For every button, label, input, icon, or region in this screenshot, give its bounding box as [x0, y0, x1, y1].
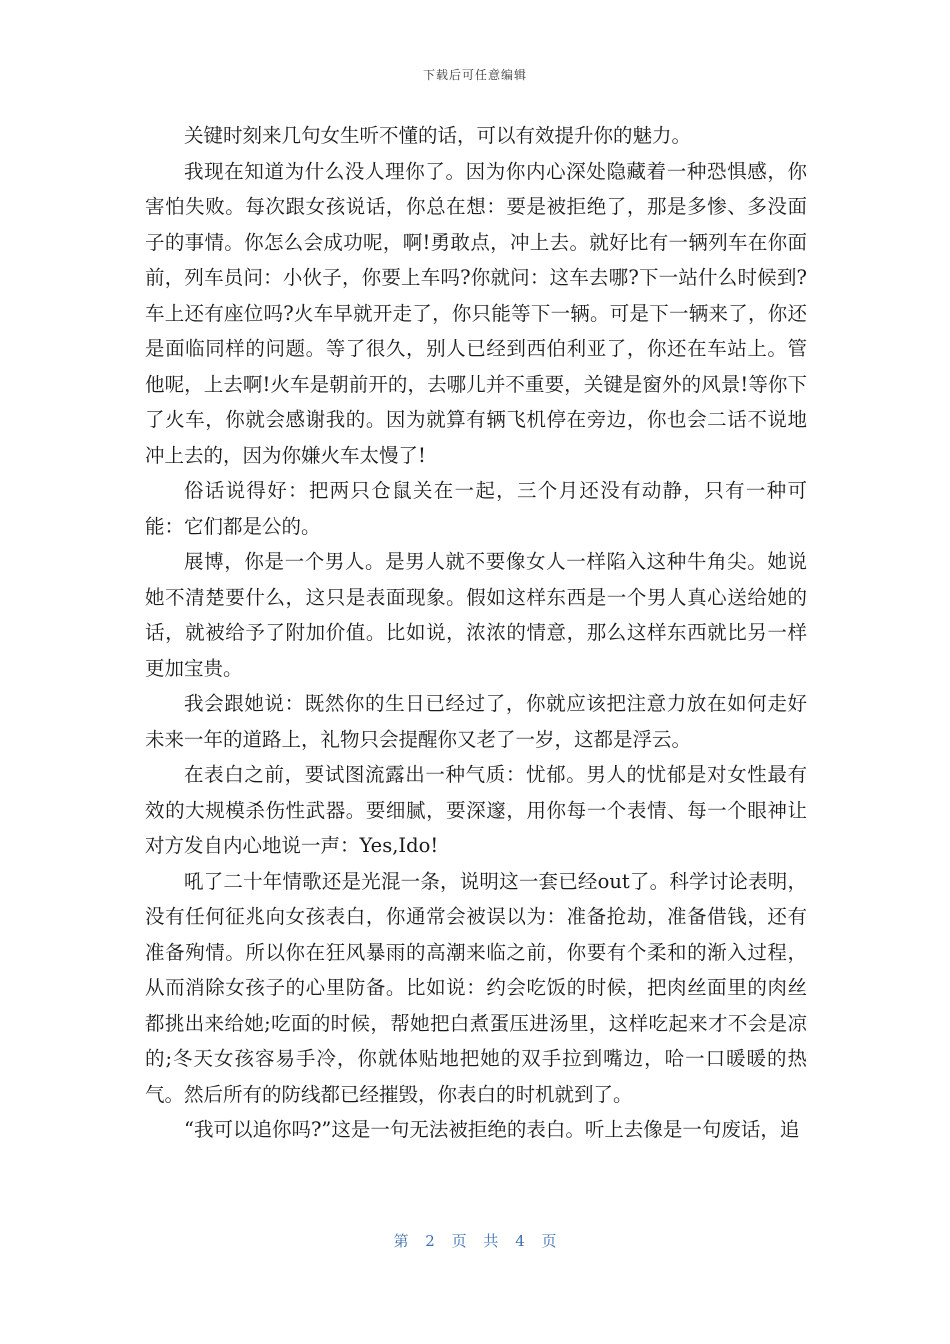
paragraph-7: 吼了二十年情歌还是光混一条，说明这一套已经out了。科学讨论表明，没有任何征兆向女孩表白，你通常会被误以为：准备抢劫，准备借钱，还有准备殉情。所以你在狂风暴雨的高潮来临之前，你要有个柔和的渐入过程，从而消除女孩子的心里防备。比如说：约会吃饭的时候，把肉丝面里的肉丝都挑出来给她;吃面的时候，帮她把白煮蛋压进汤里，这样吃起来才不会是凉的;冬天女孩容易手冷，你就体贴地把她的双手拉到嘴边，哈一口暖暖的热气。然后所有的防线都已经摧毁，你表白的时机就到了。: [145, 869, 807, 1106]
paragraph-1: 关键时刻来几句女生听不懂的话，可以有效提升你的魅力。: [184, 124, 692, 147]
page-header: 下载后可任意编辑: [422, 68, 527, 82]
footer-di: 第: [393, 1232, 409, 1250]
footer-total-pages: 4: [515, 1232, 525, 1250]
paragraph-2: 我现在知道为什么没人理你了。因为你内心深处隐藏着一种恐惧感，你害怕失败。每次跟女孩说话，你总在想：要是被拒绝了，那是多惨、多没面子的事情。你怎么会成功呢，啊!勇敢点，冲上去。就好比有一辆列车在你面前，列车员问：小伙子，你要上车吗?你就问：这车去哪?下一站什么时候到?车上还有座位吗?火车早就开走了，你只能等下一辆。可是下一辆来了，你还是面临同样的问题。等了很久，别人已经到西伯利亚了，你还在车站上。管他呢，上去啊!火车是朝前开的，去哪儿并不重要，关键是窗外的风景!等你下了火车，你就会感谢我的。因为就算有辆飞机停在旁边，你也会二话不说地冲上去的，因为你嫌火车太慢了!: [145, 159, 807, 467]
footer-page-number: 2: [425, 1232, 435, 1250]
footer-gong: 共: [483, 1232, 499, 1250]
page-footer: [0, 1230, 950, 1251]
paragraph-6: 在表白之前，要试图流露出一种气质：忧郁。男人的忧郁是对女性最有效的大规模杀伤性武器。要细腻，要深邃，用你每一个表情、每一个眼神让对方发自内心地说一声：Yes,Ido!: [145, 763, 807, 857]
footer-ye: 页: [451, 1232, 467, 1250]
paragraph-8: “我可以追你吗?”这是一句无法被拒绝的表白。听上去像是一句废话，追: [184, 1118, 800, 1141]
paragraph-5: 我会跟她说：既然你的生日已经过了，你就应该把注意力放在如何走好未来一年的道路上，礼物只会提醒你又老了一岁，这都是浮云。: [145, 692, 807, 751]
paragraph-3: 俗话说得好：把两只仓鼠关在一起，三个月还没有动静，只有一种可能：它们都是公的。: [145, 479, 807, 538]
footer-ye2: 页: [541, 1232, 557, 1250]
paragraph-4: 展博，你是一个男人。是男人就不要像女人一样陷入这种牛角尖。她说她不清楚要什么，这只是表面现象。假如这样东西是一个男人真心送给她的话，就被给予了附加价值。比如说，浓浓的情意，那么这样东西就比另一样更加宝贵。: [145, 550, 807, 680]
document-body: [145, 118, 807, 1148]
